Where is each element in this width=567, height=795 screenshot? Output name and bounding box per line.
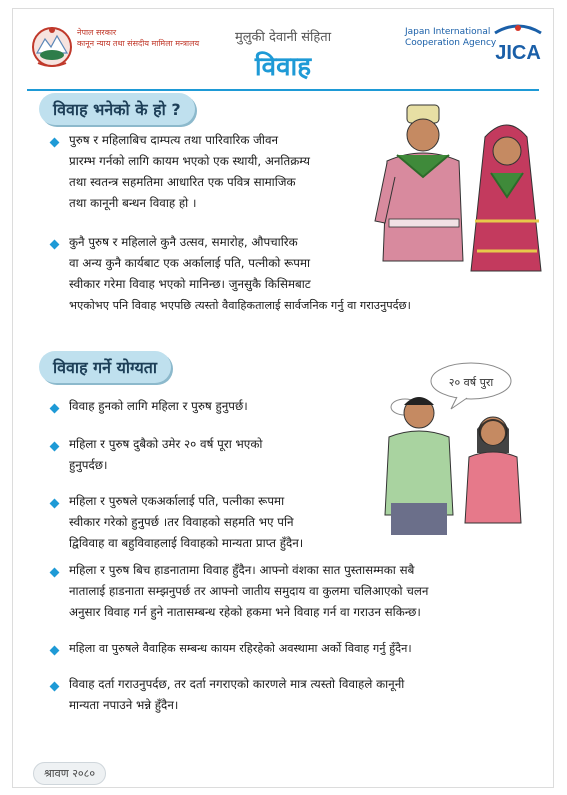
couple-in-traditional-dress-illustration [367, 101, 545, 279]
bullet-item [69, 396, 369, 417]
bullet-item [69, 434, 369, 476]
bullet-line: अनुसार विवाह गर्न हुने नातासम्बन्ध रहेको हकमा भने विवाह गर्न वा गराउन सकिन्छ। [69, 605, 421, 619]
bullet-line: पुरुष र महिलाबिच दाम्पत्य तथा पारिवारिक जीवन [69, 133, 279, 147]
bullet-diamond-icon [50, 442, 60, 452]
bullet-diamond-icon [50, 646, 60, 656]
bullet-item [69, 674, 543, 716]
bullet-line: तथा कानूनी बन्धन विवाह हो । [69, 196, 197, 210]
bullet-diamond-icon [50, 404, 60, 414]
bullet-item [69, 130, 409, 214]
bullet-line: नातालाई हाडनाता सम्झनुपर्छ तर आफ्नो जातीय समुदाय वा कुलमा चलिआएको चलन [69, 584, 429, 598]
government-line-1: नेपाल सरकार [77, 28, 117, 37]
bullet-diamond-icon [50, 240, 60, 250]
bullet-line: स्वीकार गरेमा विवाह भएको मानिन्छ। जुनसुकै किसिमबाट [69, 277, 311, 291]
jica-name-line-1: Japan International [405, 27, 491, 37]
age-speech-bubble: २० वर्ष पुरा [448, 376, 494, 389]
young-couple-illustration [375, 353, 547, 535]
bullet-diamond-icon [50, 682, 60, 692]
bullet-line: विवाह दर्ता गराउनुपर्दछ, तर दर्ता नगराएको कारणले मात्र त्यस्तो विवाहले कानूनी [69, 677, 405, 691]
bullet-line: महिला वा पुरुषले वैवाहिक सम्बन्ध कायम रहिरहेको अवस्थामा अर्को विवाह गर्नु हुँदैन। [69, 642, 412, 655]
bullet-diamond-icon [50, 568, 60, 578]
bullet-line: प्रारम्भ गर्नको लागि कायम भएको एक स्थायी, अनतिक्रम्य [69, 154, 310, 168]
bullet-line: विवाह हुनको लागि महिला र पुरुष हुनुपर्छ। [69, 399, 248, 413]
ministry-line: कानून न्याय तथा संसदीय मामिला मन्त्रालय [77, 39, 200, 48]
bullet-line: हुनुपर्दछ। [69, 458, 108, 472]
bullet-line: वा अन्य कुनै कार्यबाट एक अर्कालाई पति, पत्नीको रूपमा [69, 256, 311, 270]
jica-logo-text: JICA [495, 42, 541, 64]
bullet-line: भएकोभए पनि विवाह भएपछि त्यस्तो वैवाहिकतालाई सार्वजनिक गर्नु वा गराउनुपर्दछ। [69, 299, 411, 312]
bullet-line: कुनै पुरुष र महिलाले कुनै उत्सव, समारोह, औपचारिक [69, 235, 298, 249]
bullet-line: महिला र पुरुष बिच हाडनातामा विवाह हुँदैन। आफ्नो वंशका सात पुस्तासम्मका सबै [69, 563, 415, 577]
jica-logo-icon [491, 21, 545, 65]
bullet-item [69, 491, 389, 554]
series-title: मुलुकी देवानी संहिता [234, 30, 332, 45]
jica-name-line-2: Cooperation Agency [405, 38, 497, 48]
bullet-line: महिला र पुरुष दुबैको उमेर २० वर्ष पूरा भएको [69, 437, 263, 451]
header-rule [27, 89, 539, 91]
section-heading-what-is-marriage: विवाह भनेको के हो ? [39, 93, 195, 125]
bullet-line: द्विविवाह वा बहुविवाहलाई विवाहको मान्यता प्राप्त हुँदैन। [69, 536, 304, 550]
footer-date-badge: श्रावण २०८० [33, 762, 106, 785]
bullet-line: मान्यता नपाउने भन्ने हुँदैन। [69, 698, 179, 712]
jica-name [405, 27, 496, 49]
bullet-diamond-icon [50, 499, 60, 509]
bullet-item [69, 638, 543, 659]
page-title: विवाह [254, 52, 312, 82]
bullet-line: महिला र पुरुषले एकअर्कालाई पति, पत्नीका रूपमा [69, 494, 285, 508]
bullet-item [69, 560, 543, 623]
bullet-line: तथा स्वतन्त्र सहमतिमा आधारित एक पवित्र सामाजिक [69, 175, 296, 189]
bullet-diamond-icon [50, 138, 60, 148]
poster-page [12, 8, 554, 788]
header [13, 9, 553, 89]
section-heading-marriage-eligibility: विवाह गर्ने योग्यता [39, 351, 171, 383]
bullet-line: स्वीकार गरेको हुनुपर्छ ।तर विवाहको सहमति भए पनि [69, 515, 294, 529]
